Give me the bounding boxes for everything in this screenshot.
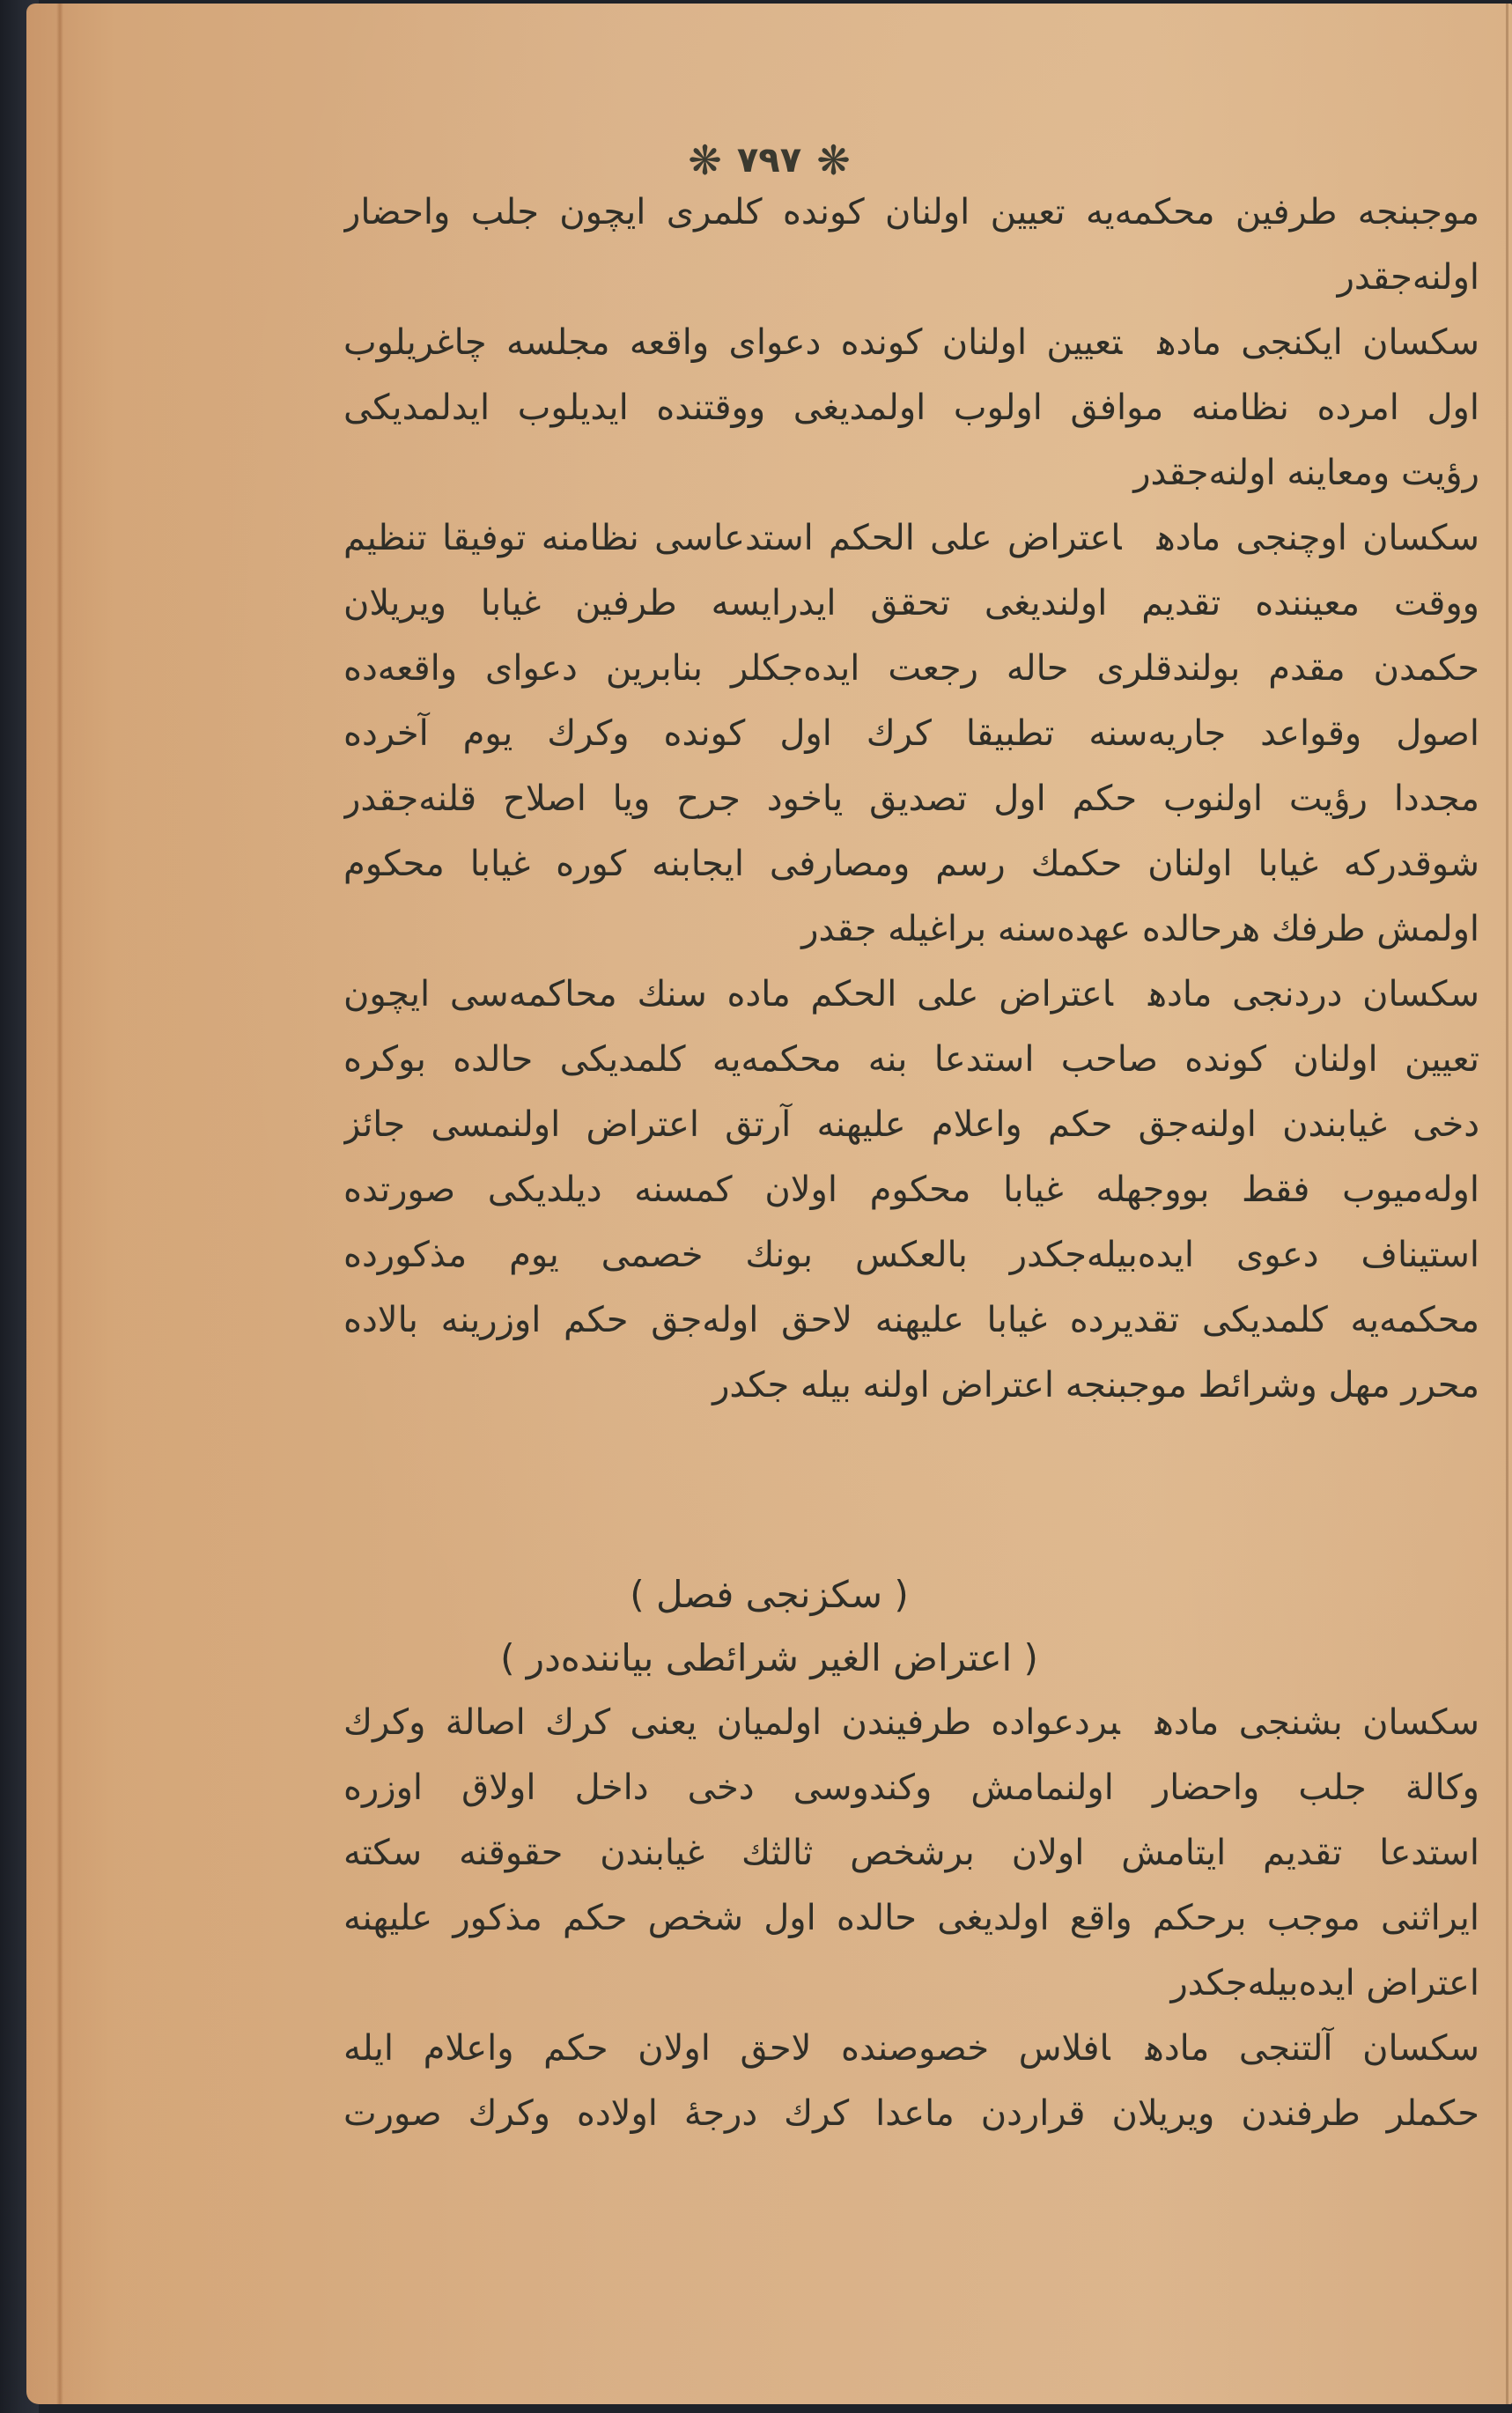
line-text: تعيين اولنان كونده دعواى واقعه مجلسه چاغريلوب [343,322,1123,363]
article-heading: سكسان آلتنجى ماده [1145,2028,1479,2069]
line-text: تعيين اولنان كونده صاحب استدعا بنه محكمه‌يه كلمديكى حالده بوكره [343,1039,1479,1080]
text-line [343,1885,1479,1951]
line-text: شوقدركه غيابا اولنان حكمك رسم ومصارفى ايجابنه كوره غيابا محكوم [343,844,1479,884]
document-page [26,4,1512,2404]
text-line [343,571,1479,636]
text-line [343,636,1479,701]
line-text: حكملر طرفندن ويريلان قراردن ماعدا كرك درجهٔ اولاده وكرك صورت [343,2093,1479,2134]
line-text: اولنه‌جقدر [1337,257,1479,298]
text-line [343,180,1479,245]
text-line [343,831,1479,897]
text-line [343,1092,1479,1157]
text-line [343,1288,1479,1353]
chapter-title: ( سكزنجى فصل ) [630,1573,909,1616]
line-text: محكمه‌يه كلمديكى تقديرده غيابا عليهنه لاحق اوله‌جق حكم اوزرينه بالاده [343,1300,1479,1340]
ornament-right-icon: ❋ [816,137,851,184]
line-text: اعتراض ايده‌بيله‌جكدر [1170,1963,1479,2003]
line-text: وكالة جلب واحضار اولنمامش وكندوسى دخى داخل اولاق اوزره [343,1767,1479,1808]
line-text: استيناف دعوى ايده‌بيله‌جكدر بالعكس بونك خصمى يوم مذكورده [343,1235,1479,1275]
line-text: اعتراض على الحكم استدعاسى نظامنه توفيقا تنظيم [343,518,1122,558]
text-line [343,375,1479,440]
text-line [343,962,1479,1027]
text-line [343,310,1479,375]
article-heading: سكسان بشنجى ماده [1154,1702,1479,1743]
line-text: ايراثنى موجب برحكم واقع اولديغى حالده اول شخص حكم مذكور عليهنه [343,1898,1479,1938]
chapter-subtitle: ( اعتراض الغير شرائطى بياننده‌در ) [500,1636,1038,1679]
text-line [343,2081,1479,2146]
line-text: اوله‌ميوب فقط بووجهله غيابا محكوم اولان كمسنه ديلديكى صورتده [343,1170,1479,1210]
line-text: اعتراض على الحكم ماده سنك محاكمه‌سى ايچون [343,974,1113,1015]
text-line [343,1690,1479,1755]
text-line [343,1951,1479,2016]
text-line [343,2016,1479,2081]
text-line [343,1353,1479,1418]
line-text: رؤيت ومعاينه اولنه‌جقدر [1133,453,1479,493]
page-number: ٧٩٧ [736,140,802,181]
ornament-left-icon: ❋ [688,137,722,184]
text-line [343,1027,1479,1092]
line-text: استدعا تقديم ايتامش اولان برشخص ثالثك غيابندن حقوقنه سكته [343,1833,1479,1873]
text-line [343,1755,1479,1820]
text-line [343,1157,1479,1222]
article-heading: سكسان اوچنجى ماده [1156,518,1479,558]
line-text: محرر مهل وشرائط موجبنجه اعتراض اولنه بيله جكدر [712,1365,1479,1406]
text-line [343,766,1479,831]
line-text: اول امرده نظامنه موافق اولوب اولمديغى ووقتنده ايديلوب ايدلمديكى [343,387,1479,428]
line-text: حكمدن مقدم بولندقلرى حاله رجعت ايده‌جكلر بنابرين دعواى واقعه‌ده [343,648,1479,689]
line-text: اولمش طرفك هرحالده عهده‌سنه براغيله جقدر [801,909,1479,949]
text-line [343,440,1479,505]
text-line [343,245,1479,310]
line-text: ووقت معيننده تقديم اولنديغى تحقق ايدرايسه طرفين غيابا ويريلان [343,583,1479,624]
line-text: موجبنجه طرفين محكمه‌يه تعيين اولنان كونده كلمرى ايچون جلب واحضار [343,192,1479,232]
line-text: مجددا رؤيت اولنوب حكم اول تصديق ياخود جرح ويا اصلاح قلنه‌جقدر [343,779,1479,819]
article-heading: سكسان دردنجى ماده [1147,974,1479,1015]
page-fold-line [56,4,63,2404]
line-text: بردعواده طرفيندن اولميان يعنى كرك اصالة وكرك [343,1702,1120,1743]
text-line [343,897,1479,962]
line-text: افلاس خصوصنده لاحق اولان حكم واعلام ايله [343,2028,1110,2069]
line-text: دخى غيابندن اولنه‌جق حكم واعلام عليهنه آرتق اعتراض اولنمسى جائز [343,1104,1479,1145]
text-line [343,1820,1479,1885]
text-line [343,701,1479,766]
article-heading: سكسان ايكنجى ماده [1157,322,1479,363]
text-line [343,505,1479,571]
line-text: اصول وقواعد جاريه‌سنه تطبيقا كرك اول كونده وكرك يوم آخرده [343,713,1479,754]
text-line [343,1222,1479,1288]
page-header [26,134,1512,187]
page-right-edge [1506,4,1508,2404]
